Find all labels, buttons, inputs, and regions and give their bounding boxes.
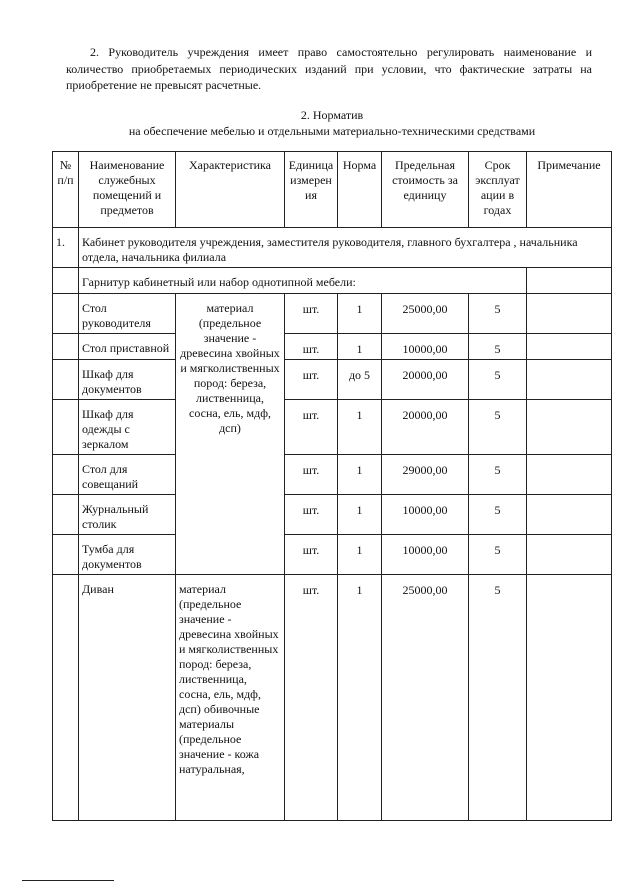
cell-empty	[53, 575, 79, 821]
item-norm: 1	[338, 334, 382, 360]
item-note	[527, 334, 612, 360]
item-name: Диван	[79, 575, 176, 821]
item-note	[527, 495, 612, 535]
item-norm: 1	[338, 575, 382, 821]
item-name: Шкаф для документов	[79, 360, 176, 400]
item-note	[527, 400, 612, 455]
section-heading: 2. Норматив	[300, 108, 364, 122]
header-price: Предельная стоимость за единицу	[382, 152, 469, 228]
cell-empty	[53, 334, 79, 360]
section-number: 1.	[53, 228, 79, 268]
item-name: Стол приставной	[79, 334, 176, 360]
item-term: 5	[469, 535, 527, 575]
cell-empty	[53, 455, 79, 495]
cell-empty	[53, 360, 79, 400]
item-note	[527, 360, 612, 400]
cell-empty	[527, 268, 612, 294]
table-row	[53, 400, 612, 455]
item-price: 10000,00	[382, 495, 469, 535]
table-row	[53, 334, 612, 360]
table-row	[53, 360, 612, 400]
item-unit: шт.	[285, 455, 338, 495]
item-price: 20000,00	[382, 400, 469, 455]
item-norm: 1	[338, 495, 382, 535]
table-row	[53, 495, 612, 535]
cell-empty	[53, 294, 79, 334]
item-note	[527, 535, 612, 575]
norm-table	[52, 151, 612, 821]
item-unit: шт.	[285, 400, 338, 455]
header-characteristic: Характеристика	[176, 152, 285, 228]
cell-empty	[53, 535, 79, 575]
item-price: 29000,00	[382, 455, 469, 495]
cell-empty	[53, 495, 79, 535]
section-row	[53, 228, 612, 268]
item-unit: шт.	[285, 535, 338, 575]
item-term: 5	[469, 455, 527, 495]
item-unit: шт.	[285, 334, 338, 360]
item-name: Стол руководителя	[79, 294, 176, 334]
item-name: Стол для совещаний	[79, 455, 176, 495]
item-price: 10000,00	[382, 535, 469, 575]
header-num: № п/п	[53, 152, 79, 228]
item-norm: до 5	[338, 360, 382, 400]
item-name: Тумба для документов	[79, 535, 176, 575]
group-title: Гарнитур кабинетный или набор однотипной мебели:	[79, 268, 527, 294]
item-price: 25000,00	[382, 575, 469, 821]
item-unit: шт.	[285, 294, 338, 334]
shared-characteristic: материал (предельное значение - древесина хвойных и мягколиственных пород: береза, лиственница, сосна, ель, мдф, дсп)	[176, 294, 285, 575]
item-norm: 1	[338, 455, 382, 495]
header-name: Наименование служебных помещений и предметов	[79, 152, 176, 228]
footnote-separator	[22, 880, 114, 881]
header-term: Срок эксплуат ации в годах	[469, 152, 527, 228]
item-term: 5	[469, 495, 527, 535]
item-price: 10000,00	[382, 334, 469, 360]
table-row	[53, 455, 612, 495]
item-term: 5	[469, 334, 527, 360]
item-term: 5	[469, 400, 527, 455]
group-row	[53, 268, 612, 294]
table-row-sofa	[53, 575, 612, 821]
item-name: Шкаф для одежды с зеркалом	[79, 400, 176, 455]
header-note: Примечание	[527, 152, 612, 228]
section-subheading: на обеспечение мебелью и отдельными материально-техническими средствами	[128, 124, 536, 138]
item-note	[527, 575, 612, 821]
header-norm: Норма	[338, 152, 382, 228]
item-term: 5	[469, 360, 527, 400]
item-unit: шт.	[285, 495, 338, 535]
item-unit: шт.	[285, 575, 338, 821]
cell-empty	[53, 400, 79, 455]
item-term: 5	[469, 294, 527, 334]
table-row	[53, 535, 612, 575]
item-price: 20000,00	[382, 360, 469, 400]
header-unit: Единица измерен ия	[285, 152, 338, 228]
item-norm: 1	[338, 400, 382, 455]
item-term: 5	[469, 575, 527, 821]
table-row	[53, 294, 612, 334]
table-header-row	[53, 152, 612, 228]
intro-paragraph: 2. Руководитель учреждения имеет право самостоятельно регулировать наименование и количество приобретаемых периодических изданий при условии, что фактические затраты на приобретение не превысят расчетные.	[66, 45, 592, 92]
item-price: 25000,00	[382, 294, 469, 334]
item-unit: шт.	[285, 360, 338, 400]
sofa-characteristic: материал (предельное значение - древесина хвойных и мягколиственных пород: береза, лиственница, сосна, ель, мдф, дсп) обивочные материалы (предельное значение - кожа натуральная,	[176, 575, 285, 821]
cell-empty	[53, 268, 79, 294]
item-name: Журнальный столик	[79, 495, 176, 535]
item-norm: 1	[338, 294, 382, 334]
item-note	[527, 455, 612, 495]
item-note	[527, 294, 612, 334]
section-title: Кабинет руководителя учреждения, заместителя руководителя, главного бухгалтера , начальника отдела, начальника филиала	[79, 228, 612, 268]
item-norm: 1	[338, 535, 382, 575]
